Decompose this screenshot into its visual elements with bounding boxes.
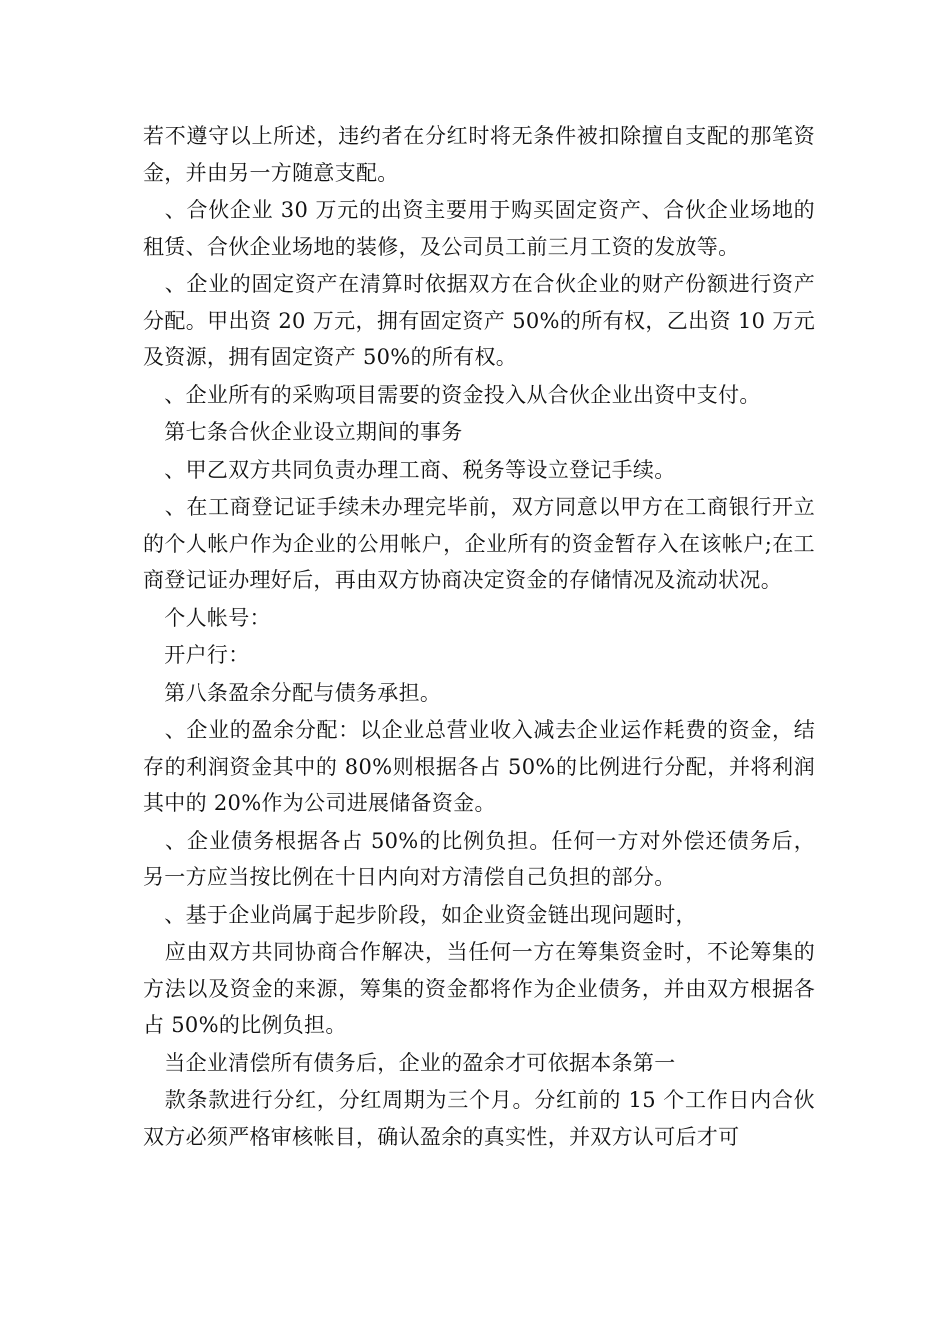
article-8-heading: 第八条盈余分配与债务承担。: [143, 680, 442, 705]
field-opening-bank: 开户行：: [143, 643, 250, 667]
paragraph-capital-use: 、合伙企业 30 万元的出资主要用于购买固定资产、合伙企业场地的租赁、合伙企业场地的装修，及公司员工前三月工资的发放等。: [143, 198, 815, 259]
paragraph-registration: 、甲乙双方共同负责办理工商、税务等设立登记手续。: [143, 457, 676, 482]
paragraph-fundraising: 应由双方共同协商合作解决，当任何一方在筹集资金时，不论筹集的方法以及资金的来源，筹集的资金都将作为企业债务，并由双方根据各占 50%的比例负担。: [143, 940, 815, 1037]
document-body: [143, 118, 815, 1155]
paragraph-procurement: 、企业所有的采购项目需要的资金投入从合伙企业出资中支付。: [143, 382, 761, 407]
paragraph-penalty-clause: 若不遵守以上所述，违约者在分红时将无条件被扣除擅自支配的那笔资金，并由另一方随意支配。: [143, 124, 815, 185]
paragraph-bank-account: 、在工商登记证手续未办理完毕前，双方同意以甲方在工商银行开立的个人帐户作为企业的公用帐户，企业所有的资金暂存入在该帐户;在工商登记证办理好后，再由双方协商决定资金的存储情况及流动状况。: [143, 495, 815, 592]
article-7-heading: 第七条合伙企业设立期间的事务: [143, 420, 463, 444]
paragraph-debt-sharing: 、企业债务根据各占 50%的比例负担。任何一方对外偿还债务后，另一方应当按比例在十日内向对方清偿自己负担的部分。: [143, 828, 815, 889]
paragraph-surplus-after-debt: 当企业清偿所有债务后，企业的盈余才可依据本条第一: [143, 1050, 676, 1075]
paragraph-startup-stage: 、基于企业尚属于起步阶段，如企业资金链出现问题时，: [143, 902, 697, 927]
paragraph-fixed-assets: 、企业的固定资产在清算时依据双方在合伙企业的财产份额进行资产分配。甲出资 20 万元，拥有固定资产 50%的所有权，乙出资 10 万元及资源，拥有固定资产 50%的所有权。: [143, 272, 815, 369]
paragraph-dividend-cycle: 款条款进行分红，分红周期为三个月。分红前的 15 个工作日内合伙双方必须严格审核帐目，确认盈余的真实性，并双方认可后才可: [143, 1088, 815, 1149]
field-personal-account-number: 个人帐号：: [143, 605, 271, 630]
paragraph-profit-distribution: 、企业的盈余分配：以企业总营业收入减去企业运作耗费的资金，结存的利润资金其中的 80%则根据各占 50%的比例进行分配，并将利润其中的 20%作为公司进展储备资金。: [143, 718, 815, 815]
